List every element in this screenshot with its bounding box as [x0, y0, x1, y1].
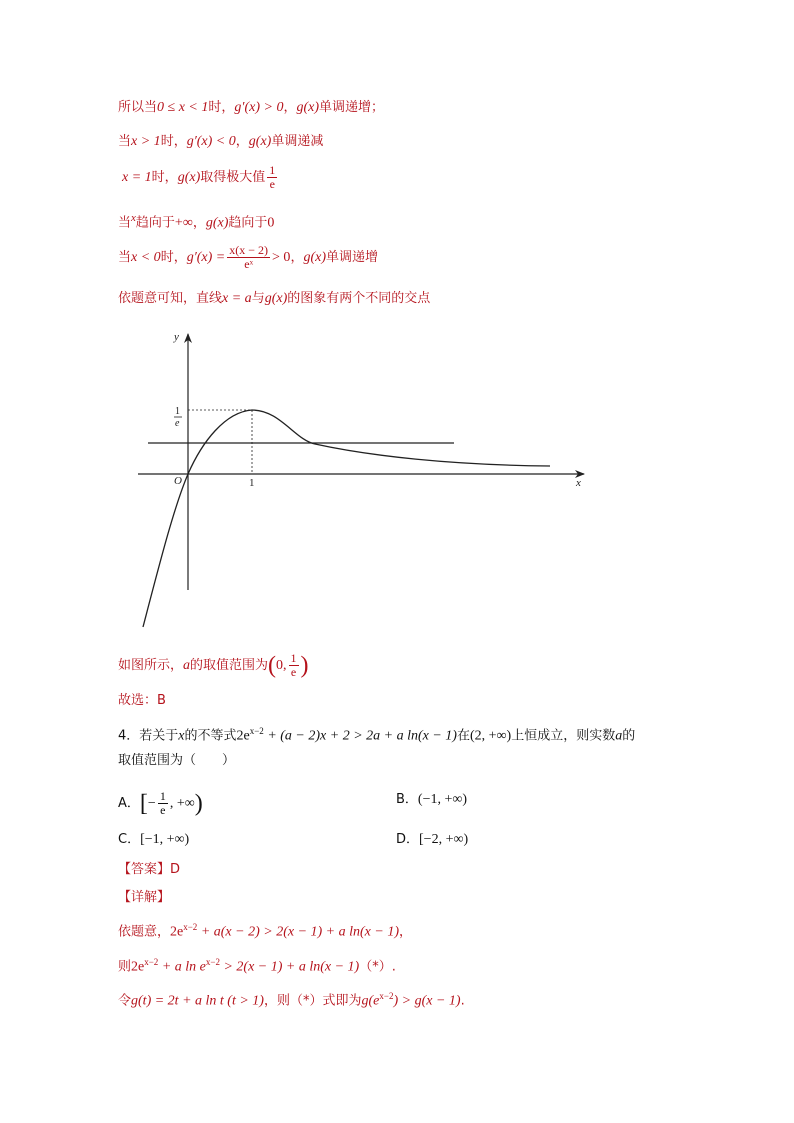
text: 所以当: [118, 100, 158, 115]
text: 时，: [160, 250, 187, 265]
origin-label: O: [174, 475, 182, 487]
math: > 2(x − 1) + a ln(x − 1): [219, 959, 360, 975]
text: 依题意，: [118, 924, 171, 940]
math-function: g(x): [205, 215, 229, 231]
text: 当: [118, 250, 132, 265]
math-line: x = a: [222, 291, 252, 306]
text: ，则（*）式即为: [263, 993, 362, 1009]
math: + a(x − 2) > 2(x − 1) + a ln(x − 1): [197, 924, 399, 940]
math-ineq: 2e: [236, 728, 250, 744]
option-b: [396, 791, 467, 809]
text: 当: [118, 215, 132, 231]
math-exponent: x−2: [205, 957, 220, 967]
text: ，: [283, 100, 297, 115]
option-label: B．: [396, 792, 418, 807]
text: 的图象有两个不同的交点: [287, 291, 431, 306]
y-tick-den: e: [175, 418, 180, 429]
math-exponent: x−2: [249, 726, 264, 736]
line-8: 故选：B: [118, 693, 166, 708]
math-condition: x < 0: [131, 250, 161, 265]
math-zero: 0: [267, 215, 275, 231]
fraction-derivative: [227, 244, 270, 271]
math-infinity: +∞: [174, 215, 193, 231]
line-3: [122, 164, 279, 191]
math-derivative: g′(x) < 0: [186, 134, 236, 149]
line-4: [118, 209, 274, 232]
question-4-line-1: [118, 722, 635, 745]
fraction-one-over-e: [289, 652, 299, 679]
text: 时，: [160, 134, 187, 149]
math-derivative: g′(x) =: [186, 250, 226, 265]
text: 依题意可知，直线: [118, 291, 223, 306]
text: 时，: [151, 170, 178, 185]
math-exponent: x−2: [379, 991, 394, 1001]
answer-label: 【答案】D: [118, 862, 181, 877]
option-value: [−2, +∞): [419, 832, 469, 847]
x-tick-1: 1: [249, 477, 255, 489]
math-interval: (2, +∞): [469, 728, 512, 744]
text: （*）.: [359, 959, 396, 975]
text: 趋向于: [135, 215, 175, 231]
y-axis-label: y: [174, 331, 179, 343]
text: ，: [399, 924, 413, 940]
math-function: g(x): [296, 100, 320, 115]
option-label: C．: [118, 832, 141, 847]
frac-num: 1: [269, 163, 276, 177]
option-c: [118, 831, 189, 849]
fraction-one-over-e: [158, 790, 168, 817]
frac-num: 1: [159, 789, 166, 803]
math-function: g(x): [248, 134, 272, 149]
math-condition: x > 1: [131, 134, 161, 149]
text: 4．若关于: [118, 728, 179, 744]
text: 单调递增；: [319, 100, 385, 115]
x-axis-label: x: [576, 477, 581, 489]
question-4-line-2: 取值范围为（ ）: [118, 753, 236, 768]
frac-den: e: [160, 803, 166, 817]
text: 的: [622, 728, 636, 744]
math-function: g(x): [303, 250, 326, 265]
text: 单调递增: [326, 250, 379, 265]
frac-num: 1: [290, 651, 297, 665]
math-condition: x = 1: [122, 170, 152, 185]
math-exponent: x−2: [144, 957, 159, 967]
solution-line-2: [118, 953, 396, 976]
text: 时，: [208, 100, 235, 115]
math-rhs: > 0: [272, 250, 291, 265]
text: 单调递减: [271, 134, 324, 149]
line-2: [118, 133, 323, 151]
math-function: g(x): [177, 170, 201, 185]
text: 的不等式: [184, 728, 237, 744]
text: ，: [235, 134, 249, 149]
option-d: [396, 831, 468, 849]
line-5: [118, 244, 378, 271]
line-6: [118, 290, 430, 308]
math-ineq: + (a − 2)x + 2 > 2a + a ln(x − 1): [263, 728, 457, 744]
bracket-right: ): [300, 652, 309, 679]
option-label: D．: [396, 832, 420, 847]
math-function: g(x): [264, 291, 288, 306]
math: g(e: [361, 993, 380, 1009]
line-1: [118, 99, 384, 117]
math: ) > g(x − 1): [393, 993, 461, 1009]
line-7: [118, 652, 309, 679]
math: + a ln e: [158, 959, 206, 975]
frac-num: x(x − 2): [229, 243, 269, 257]
math-condition: 0 ≤ x < 1: [157, 100, 209, 115]
math: g(t) = 2t + a ln t (t > 1): [131, 993, 264, 1009]
bracket-right: ): [194, 790, 203, 817]
text: 上恒成立，则实数: [511, 728, 616, 744]
math-var: a: [183, 658, 191, 673]
math-zero: 0,: [276, 658, 287, 673]
text: 的取值范围为: [190, 658, 269, 673]
solution-line-1: [118, 918, 412, 941]
frac-den: eˣ: [244, 257, 254, 271]
option-value: [−1, +∞): [140, 832, 190, 847]
text: 令: [118, 993, 132, 1009]
solution-line-3: [118, 987, 465, 1010]
option-a: [118, 790, 203, 817]
text: 在: [456, 728, 470, 744]
detail-label: 【详解】: [118, 890, 171, 905]
math-var: x: [178, 728, 185, 744]
math: 2e: [170, 924, 184, 940]
text: .: [460, 993, 465, 1009]
math-var: a: [615, 728, 623, 744]
text: 则: [118, 959, 132, 975]
text: 趋向于: [228, 215, 268, 231]
math-var: x: [131, 212, 136, 224]
function-graph: [130, 322, 600, 632]
text: 取得极大值: [200, 170, 266, 185]
math: 2e: [131, 959, 145, 975]
math-neg: −: [147, 796, 156, 811]
text: 当: [118, 134, 132, 149]
text: ，: [192, 215, 206, 231]
text: 与: [251, 291, 265, 306]
bracket-left: (: [268, 652, 277, 679]
frac-den: e: [269, 177, 275, 191]
y-tick-num: 1: [175, 406, 180, 417]
text: ，: [290, 250, 304, 265]
math-derivative: g′(x) > 0: [234, 100, 284, 115]
fraction-one-over-e: [267, 164, 277, 191]
math-rest: , +∞: [169, 796, 195, 811]
option-value: (−1, +∞): [417, 792, 468, 807]
text: 如图所示，: [118, 658, 184, 673]
bracket-left: [: [139, 790, 148, 817]
math-exponent: x−2: [183, 922, 198, 932]
frac-den: e: [290, 665, 297, 679]
option-label: A．: [118, 796, 140, 811]
